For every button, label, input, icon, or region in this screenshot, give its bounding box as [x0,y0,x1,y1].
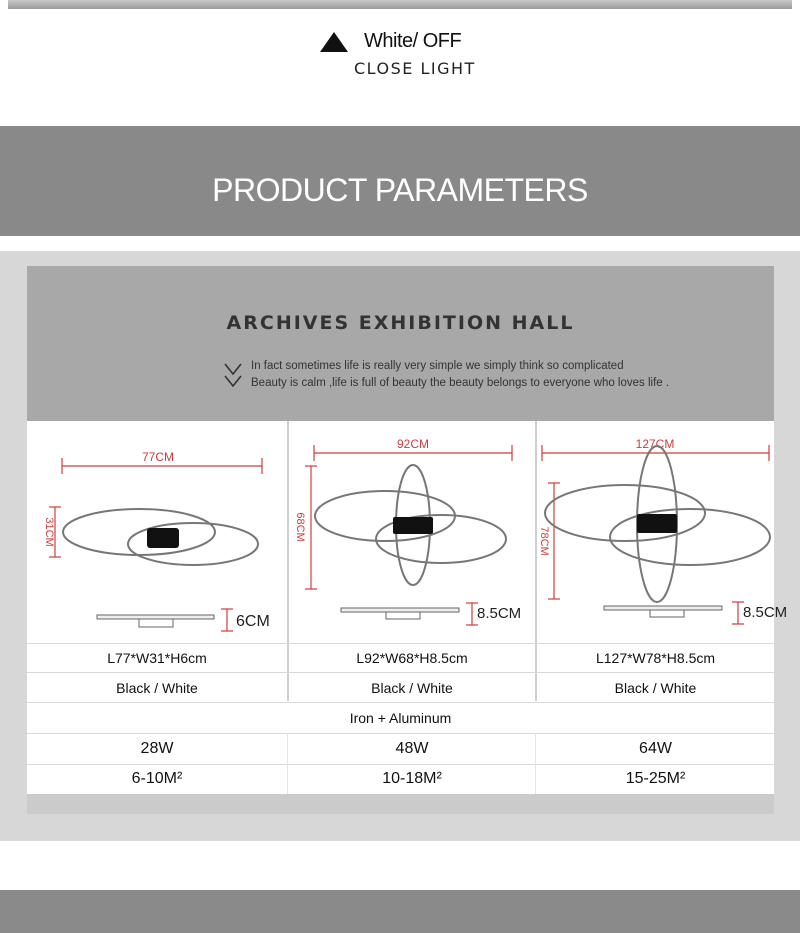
parameters-card [27,266,788,814]
lamp-diagram-small [27,421,287,641]
height-label: 31CM [43,517,55,547]
side-profile-plate [604,606,722,610]
legend-label: White/ OFF [364,30,462,52]
legend-sublabel: CLOSE LIGHT [354,59,476,78]
switch-legend [320,30,520,80]
depth-label: 8.5CM [477,605,522,622]
card-footer [27,794,774,814]
material-row [27,702,774,732]
power-cell: 64W [639,740,672,757]
width-label: 92CM [396,437,430,451]
area-row [27,764,774,795]
height-label: 78CM [538,526,550,556]
triangle-icon [320,32,348,52]
color-cell: Black / White [614,680,697,696]
section-title: PRODUCT PARAMETERS [212,172,588,208]
card-heading: ARCHIVES EXHIBITION HALL [226,312,575,334]
area-cell: 15-25M² [625,770,686,787]
material-cell: Iron + Aluminum [349,710,452,726]
quote-line-2: Beauty is calm ,life is full of beauty the beauty belongs to everyone who loves life . [251,377,670,389]
size-row [27,643,774,672]
area-cell: 10-18M² [382,770,442,787]
lamp-diagram-large [537,421,788,641]
section-header-band [0,126,800,236]
side-profile-base [386,612,420,619]
width-label: 127CM [635,437,675,451]
parameters-panel [0,251,800,841]
side-profile-plate [97,615,214,619]
power-row [27,733,774,764]
height-label: 68CM [294,512,306,542]
side-profile-base [139,619,173,627]
lamp-photo-bottom-edge [8,0,792,9]
row-divider [535,733,536,794]
ring-ellipse [610,509,770,565]
lamp-body [147,528,179,548]
size-cell: L127*W78*H8.5cm [595,650,716,666]
color-cell: Black / White [371,680,453,696]
lamp-body [393,517,433,534]
row-divider [287,733,288,794]
lamp-body [637,514,677,533]
width-label: 77CM [141,450,175,464]
power-cell: 48W [395,740,429,757]
power-cell: 28W [140,740,174,757]
lamp-diagram-medium [289,421,536,641]
area-cell: 6-10M² [131,770,183,787]
color-row [27,672,774,702]
card-header [27,266,774,421]
ring-ellipse [545,485,705,541]
quote-line-1: In fact sometimes life is really very simple we simply think so complicated [251,360,624,372]
color-cell: Black / White [116,680,198,696]
depth-dimension [221,609,233,631]
depth-label: 6CM [236,613,270,630]
next-section-band [0,890,800,933]
side-profile-base [650,610,684,617]
size-cell: L77*W31*H6cm [107,650,207,666]
double-chevron-icon [224,362,242,390]
side-profile-plate [341,608,459,612]
depth-label: 8.5CM [743,604,788,621]
size-cell: L92*W68*H8.5cm [356,650,468,666]
top-image-edge [0,0,800,10]
